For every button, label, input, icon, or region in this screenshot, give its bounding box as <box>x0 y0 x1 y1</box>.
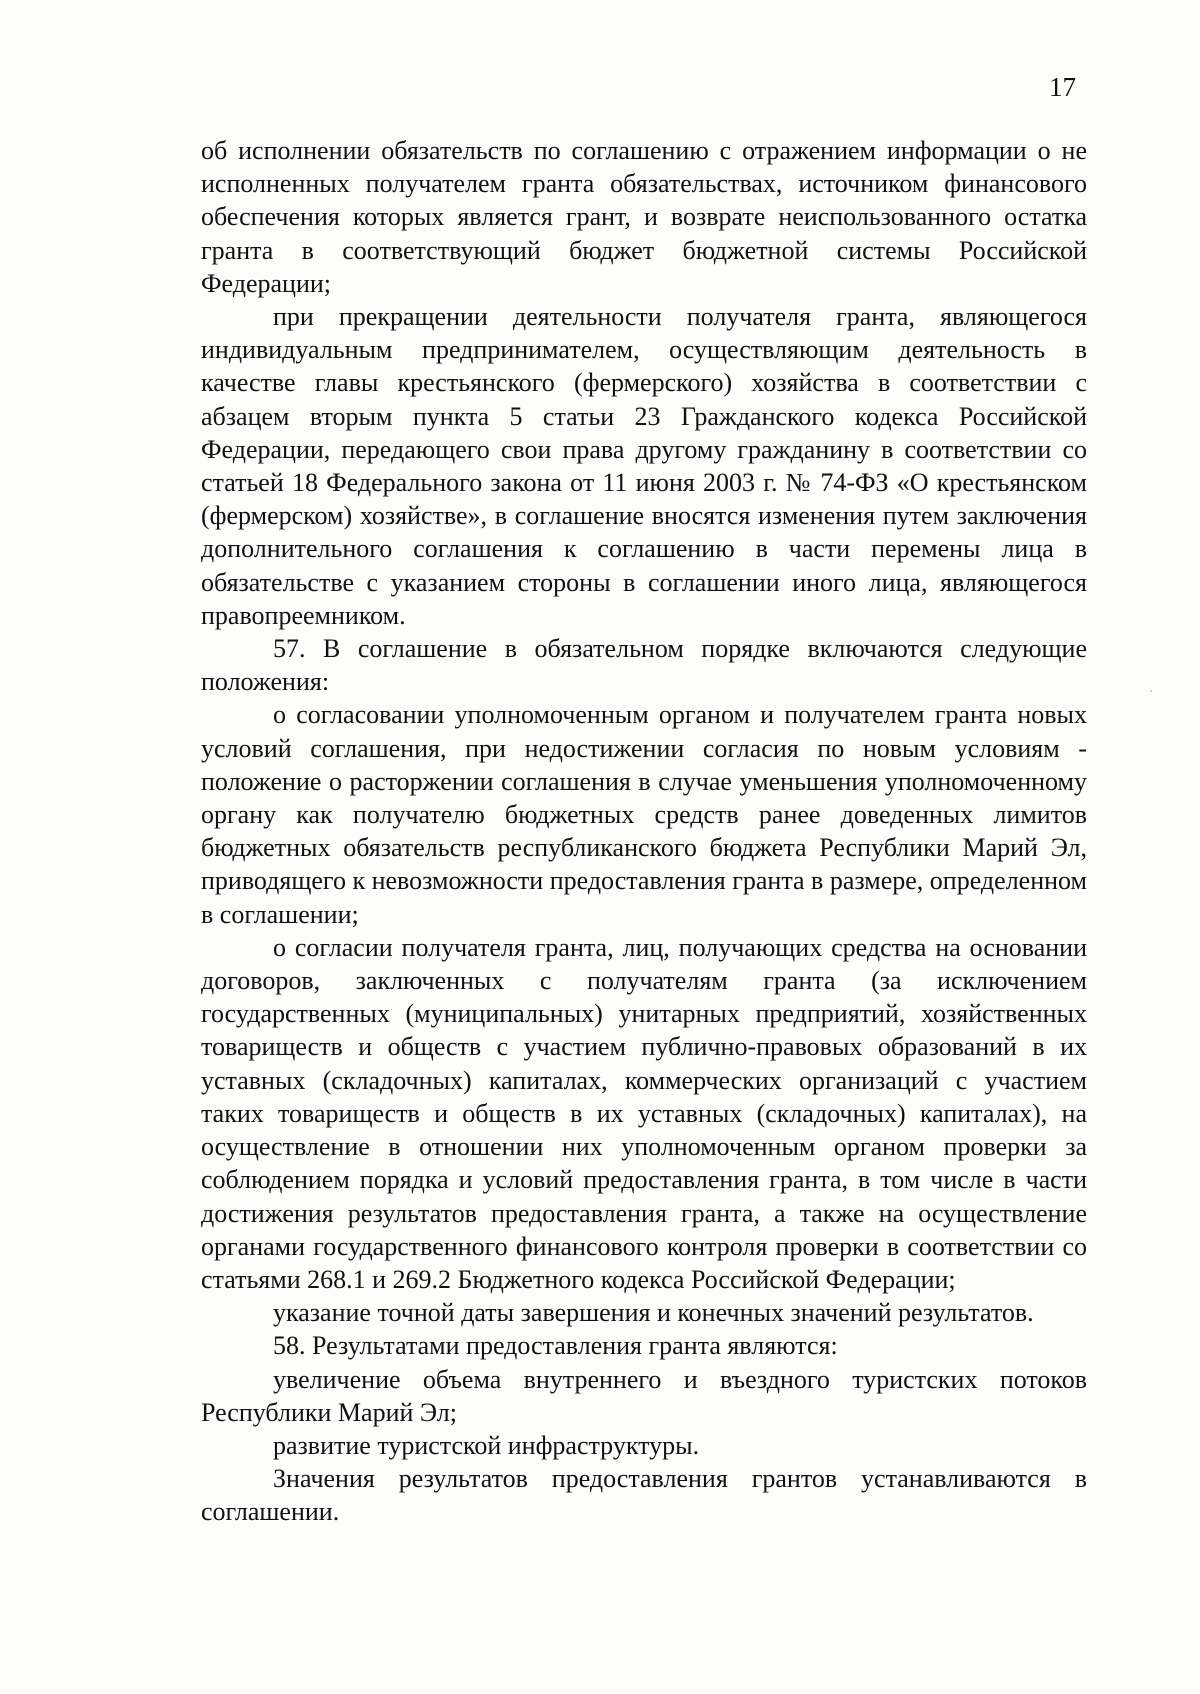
paragraph-clause-58: 58. Результатами предоставления гранта являются: <box>273 1331 838 1361</box>
document-body <box>201 134 1087 1529</box>
paragraph-completion-date: указание точной даты завершения и конечных значений результатов. <box>273 1298 1034 1328</box>
scan-artifact <box>1150 690 1152 692</box>
paragraph-new-conditions: о согласовании уполномоченным органом и получателем гранта новых условий соглашения, при недостижении согласия по новым условиям - положение о расторжении соглашения в случае уменьшения уполномоченному органу как получателю бюджетных средств ранее доведенных лимитов бюджетных обязательств республиканского бюджета Республики Марий Эл, приводящего к невозможности предоставления гранта в размере, определенном в соглашении; <box>201 700 1087 929</box>
paragraph-result-values: Значения результатов предоставления грантов устанавливаются в соглашении. <box>201 1464 1087 1527</box>
paragraph-termination-of-activity: при прекращении деятельности получателя гранта, являющегося индивидуальным предпринимателем, осуществляющим деятельность в качестве главы крестьянского (фермерского) хозяйства в соответствии с абзацем вторым пункта 5 статьи 23 Гражданского кодекса Российской Федерации, передающего свои права другому гражданину в соответствии со статьей 18 Федерального закона от 11 июня 2003 г. № 74-ФЗ «О крестьянском (фермерском) хозяйстве», в соглашение вносятся изменения путем заключения дополнительного соглашения к соглашению в части перемены лица в обязательстве с указанием стороны в соглашении иного лица, являющегося правопреемником. <box>201 302 1087 630</box>
paragraph-consent-to-inspection: о согласии получателя гранта, лиц, получающих средства на основании договоров, заключенных с получателям гранта (за исключением государственных (муниципальных) унитарных предприятий, хозяйственных товариществ и обществ с участием публично-правовых образований в их уставных (складочных) капиталах, коммерческих организаций с участием таких товариществ и обществ в их уставных (складочных) капиталах), на осуществление в отношении них уполномоченным органом проверки за соблюдением порядка и условий предоставления гранта, в том числе в части достижения результатов предоставления гранта, а также на осуществление органами государственного финансового контроля проверки в соответствии со статьями 268.1 и 269.2 Бюджетного кодекса Российской Федерации; <box>201 932 1087 1294</box>
paragraph-tourist-flow: увеличение объема внутреннего и въездного туристских потоков Республики Марий Эл; <box>201 1364 1087 1427</box>
paragraph-infrastructure: развитие туристской инфраструктуры. <box>273 1430 700 1460</box>
page-number: 17 <box>1049 72 1076 102</box>
paragraph-clause-57: 57. В соглашение в обязательном порядке включаются следующие положения: <box>201 634 1087 697</box>
paragraph-obligations-fulfillment: об исполнении обязательств по соглашению с отражением информации о не исполненных получателем гранта обязательствах, источником финансового обеспечения которых является грант, и возврате неиспользованного остатка гранта в соответствующий бюджет бюджетной системы Российской Федерации; <box>201 136 1087 298</box>
